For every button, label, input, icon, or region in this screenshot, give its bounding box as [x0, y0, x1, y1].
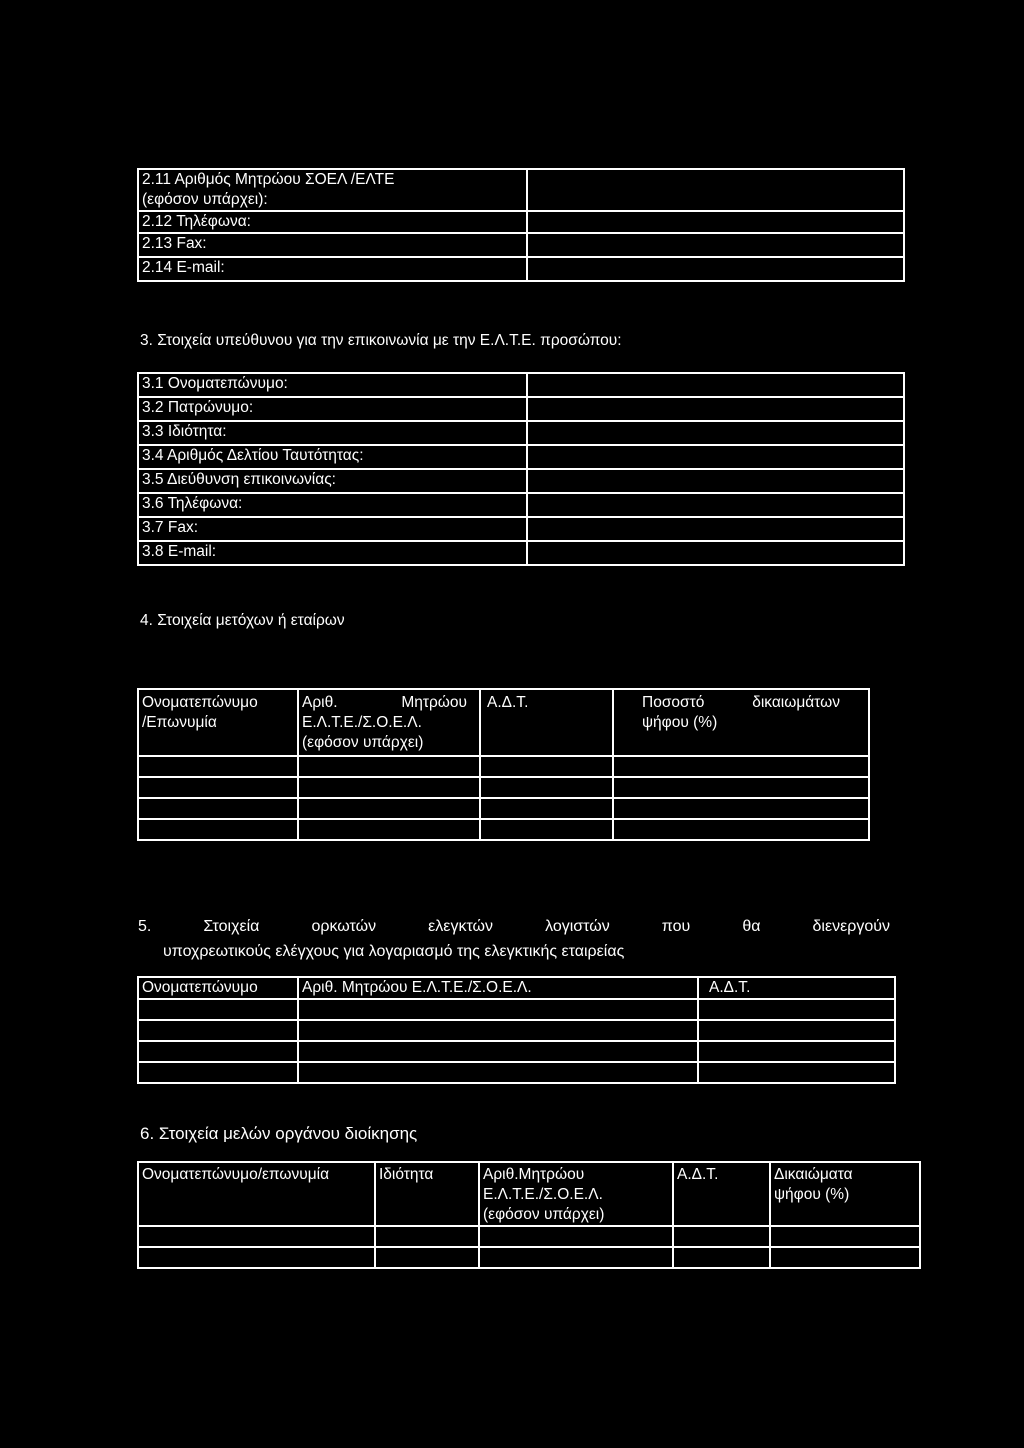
header-line: Αριθ. Μητρώου [302, 694, 467, 711]
value-field[interactable] [527, 397, 904, 421]
section3-table [137, 372, 905, 566]
table-row [138, 517, 904, 541]
value-field[interactable] [527, 233, 904, 257]
header-line: Δικαιώματα [774, 1166, 853, 1183]
row-label: 2.12 Τηλέφωνα: [138, 211, 527, 233]
table-header-row [138, 1162, 920, 1226]
table-row [138, 169, 904, 211]
table-cell[interactable] [479, 1226, 673, 1247]
col-header-name: Ονοματεπώνυμο [138, 977, 298, 999]
value-field[interactable] [527, 373, 904, 397]
table-cell[interactable] [138, 999, 298, 1020]
table-cell[interactable] [673, 1247, 770, 1268]
table-row [138, 1062, 895, 1083]
table-cell[interactable] [138, 1062, 298, 1083]
table-row [138, 233, 904, 257]
section5-table [137, 976, 896, 1084]
table-cell[interactable] [298, 1041, 698, 1062]
col-header-registry [479, 1162, 673, 1226]
header-line: Ε.Λ.Τ.Ε./Σ.Ο.Ε.Λ. [302, 714, 422, 731]
table-cell[interactable] [138, 1226, 375, 1247]
row-label: 3.6 Τηλέφωνα: [138, 493, 527, 517]
col-header-name [138, 689, 298, 756]
value-field[interactable] [527, 421, 904, 445]
col-header-adt: Α.Δ.Τ. [673, 1162, 770, 1226]
table-cell[interactable] [138, 1041, 298, 1062]
row-label: 2.14 E-mail: [138, 257, 527, 281]
section4-table [137, 688, 870, 841]
col-header-voting [613, 689, 869, 756]
col-header-registry [298, 689, 480, 756]
table-row [138, 777, 869, 798]
table-cell[interactable] [298, 1062, 698, 1083]
value-field[interactable] [527, 257, 904, 281]
header-line: ψήφου (%) [642, 714, 718, 731]
table-row [138, 756, 869, 777]
header-line: (εφόσον υπάρχει) [302, 734, 424, 751]
table-cell[interactable] [613, 777, 869, 798]
value-field[interactable] [527, 493, 904, 517]
row-label: 3.7 Fax: [138, 517, 527, 541]
table-cell[interactable] [698, 999, 895, 1020]
table-row [138, 1041, 895, 1062]
section4-heading: 4. Στοιχεία μετόχων ή εταίρων [140, 612, 345, 629]
section5-heading-line2: υποχρεωτικούς ελέγχους για λογαριασμό της ελεγκτικής εταιρείας [163, 943, 625, 960]
row-label: 3.8 E-mail: [138, 541, 527, 565]
table-cell[interactable] [375, 1247, 479, 1268]
table-cell[interactable] [698, 1062, 895, 1083]
table-row [138, 493, 904, 517]
row-label: 3.1 Ονοματεπώνυμο: [138, 373, 527, 397]
value-field[interactable] [527, 517, 904, 541]
table-row [138, 541, 904, 565]
table-cell[interactable] [613, 798, 869, 819]
table-cell[interactable] [298, 1020, 698, 1041]
header-line: (εφόσον υπάρχει) [483, 1206, 605, 1223]
table-row [138, 1020, 895, 1041]
table-cell[interactable] [770, 1247, 920, 1268]
table-cell[interactable] [298, 999, 698, 1020]
table-cell[interactable] [480, 777, 613, 798]
row-label: 3.2 Πατρώνυμο: [138, 397, 527, 421]
section2-table [137, 168, 905, 282]
table-cell[interactable] [298, 819, 480, 840]
col-header-voting [770, 1162, 920, 1226]
table-cell[interactable] [298, 798, 480, 819]
table-cell[interactable] [138, 1247, 375, 1268]
col-header-role: Ιδιότητα [375, 1162, 479, 1226]
table-row [138, 1247, 920, 1268]
section3-heading: 3. Στοιχεία υπεύθυνου για την επικοινωνία με την Ε.Λ.Τ.Ε. προσώπου: [140, 332, 622, 349]
header-line: /Επωνυμία [142, 714, 217, 731]
table-cell[interactable] [138, 1020, 298, 1041]
row-label: 3.3 Ιδιότητα: [138, 421, 527, 445]
table-row [138, 469, 904, 493]
value-field[interactable] [527, 445, 904, 469]
col-header-adt [480, 689, 613, 756]
table-row [138, 421, 904, 445]
table-header-row [138, 689, 869, 756]
table-row [138, 819, 869, 840]
row-label: 3.4 Αριθμός Δελτίου Ταυτότητας: [138, 445, 527, 469]
header-line: ψήφου (%) [774, 1186, 850, 1203]
table-header-row [138, 977, 895, 999]
table-row [138, 397, 904, 421]
table-row [138, 211, 904, 233]
table-row [138, 798, 869, 819]
value-field[interactable] [527, 541, 904, 565]
table-cell[interactable] [673, 1226, 770, 1247]
row-label-line2: (εφόσον υπάρχει): [142, 191, 268, 208]
header-line: Ε.Λ.Τ.Ε./Σ.Ο.Ε.Λ. [483, 1186, 603, 1203]
section5-heading-line1: 5. Στοιχεία ορκωτών ελεγκτών λογιστών που θα διενεργούν [138, 918, 890, 935]
row-label-line1: 2.11 Αριθμός Μητρώου ΣΟΕΛ /ΕΛΤΕ [142, 171, 395, 188]
section6-heading: 6. Στοιχεία μελών οργάνου διοίκησης [140, 1124, 418, 1143]
table-row [138, 257, 904, 281]
table-row [138, 445, 904, 469]
header-line: Ονοματεπώνυμο [142, 694, 258, 711]
table-cell[interactable] [479, 1247, 673, 1268]
table-cell[interactable] [698, 1041, 895, 1062]
col-header-registry: Αριθ. Μητρώου Ε.Λ.Τ.Ε./Σ.Ο.Ε.Λ. [298, 977, 698, 999]
table-cell[interactable] [138, 798, 298, 819]
table-cell[interactable] [698, 1020, 895, 1041]
value-field[interactable] [527, 211, 904, 233]
table-cell[interactable] [375, 1226, 479, 1247]
col-header-name: Ονοματεπώνυμο/επωνυμία [138, 1162, 375, 1226]
row-label [138, 169, 527, 211]
section5-heading [138, 914, 890, 964]
table-cell[interactable] [298, 777, 480, 798]
table-row [138, 373, 904, 397]
table-cell[interactable] [480, 756, 613, 777]
table-row [138, 999, 895, 1020]
header-line: Α.Δ.Τ. [487, 694, 529, 711]
header-line: Αριθ.Μητρώου [483, 1166, 585, 1183]
table-cell[interactable] [138, 777, 298, 798]
col-header-adt: Α.Δ.Τ. [698, 977, 895, 999]
table-cell[interactable] [138, 819, 298, 840]
table-cell[interactable] [138, 756, 298, 777]
table-cell[interactable] [298, 756, 480, 777]
row-label: 2.13 Fax: [138, 233, 527, 257]
table-cell[interactable] [480, 819, 613, 840]
header-line: Ποσοστό δικαιωμάτων [642, 694, 840, 711]
section6-table [137, 1161, 921, 1269]
value-field[interactable] [527, 169, 904, 211]
value-field[interactable] [527, 469, 904, 493]
table-cell[interactable] [770, 1226, 920, 1247]
table-cell[interactable] [480, 798, 613, 819]
table-cell[interactable] [613, 819, 869, 840]
row-label: 3.5 Διεύθυνση επικοινωνίας: [138, 469, 527, 493]
table-cell[interactable] [613, 756, 869, 777]
table-row [138, 1226, 920, 1247]
